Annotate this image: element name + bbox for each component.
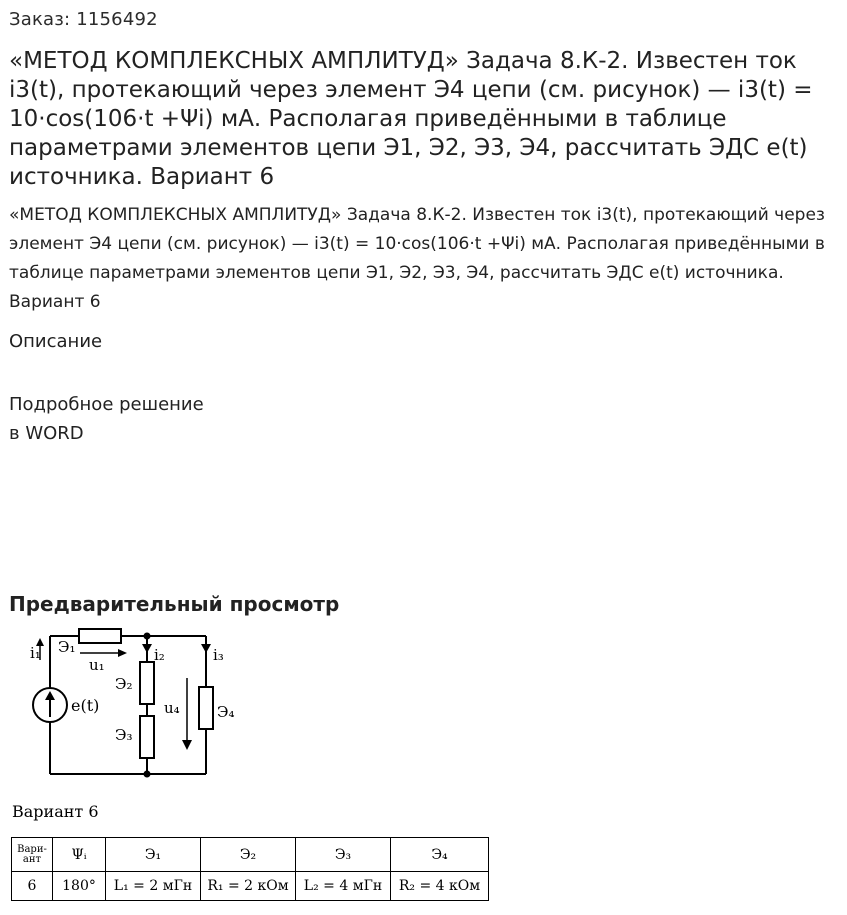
label-source: e(t) (71, 696, 100, 715)
node-bottom (144, 771, 151, 778)
header-psi: Ψᵢ (53, 838, 106, 872)
cell-e4: R₂ = 4 кОм (391, 872, 489, 901)
header-e4: Э₄ (391, 838, 489, 872)
element-e4 (199, 687, 213, 729)
order-number: Заказ: 1156492 (9, 9, 158, 30)
variant-caption: Вариант 6 (12, 802, 99, 821)
table-row (12, 872, 489, 901)
label-e1: Э₁ (58, 638, 76, 656)
label-i3: i₃ (213, 646, 224, 664)
solution-note-line1: Подробное решение (9, 394, 204, 415)
cell-variant: 6 (12, 872, 53, 901)
cell-psi: 180° (53, 872, 106, 901)
description-heading: Описание (9, 331, 103, 352)
current-i3-arrow-icon (201, 644, 211, 653)
cell-e3: L₂ = 4 мГн (296, 872, 391, 901)
element-e3 (140, 716, 154, 758)
preview-heading: Предварительный просмотр (9, 592, 340, 616)
current-i2-arrow-icon (142, 644, 152, 653)
voltage-source-icon (33, 688, 67, 722)
label-e3: Э₃ (115, 726, 133, 744)
label-i1: i₁ (30, 644, 41, 662)
parameters-table (11, 837, 489, 901)
element-e2 (140, 662, 154, 704)
page-title: «МЕТОД КОМПЛЕКСНЫХ АМПЛИТУД» Задача 8.К-2. Известен ток i3(t), протекающий через элемент Э4 цепи (см. рисунок) — i3(t) = 10·cos(106·t +Ψi) мА. Располагая приведёнными в таблице параметрами элементов цепи Э1, Э2, Э3, Э4, рассчитать ЭДС e(t) источника. Вариант 6 (9, 48, 813, 190)
circuit-diagram (0, 620, 260, 785)
node-top (144, 633, 151, 640)
table-header-row (12, 838, 489, 872)
header-e3: Э₃ (296, 838, 391, 872)
header-variant: Вари- ант (12, 838, 53, 872)
voltage-u4-arrow-icon (182, 678, 192, 750)
label-u4: u₄ (164, 699, 180, 717)
element-e1 (79, 629, 121, 643)
task-description: «МЕТОД КОМПЛЕКСНЫХ АМПЛИТУД» Задача 8.К-2. Известен ток i3(t), протекающий через элемент Э4 цепи (см. рисунок) — i3(t) = 10·cos(106·t +Ψi) мА. Располагая приведёнными в таблице параметрами элементов цепи Э1, Э2, Э3, Э4, рассчитать ЭДС e(t) источника. Вариант 6 (9, 205, 825, 312)
header-e2: Э₂ (201, 838, 296, 872)
label-e4: Э₄ (217, 703, 235, 721)
header-e1: Э₁ (106, 838, 201, 872)
cell-e2: R₁ = 2 кОм (201, 872, 296, 901)
label-e2: Э₂ (115, 675, 133, 693)
solution-note-line2: в WORD (9, 423, 84, 444)
label-u1: u₁ (89, 656, 105, 674)
label-i2: i₂ (154, 646, 165, 664)
cell-e1: L₁ = 2 мГн (106, 872, 201, 901)
